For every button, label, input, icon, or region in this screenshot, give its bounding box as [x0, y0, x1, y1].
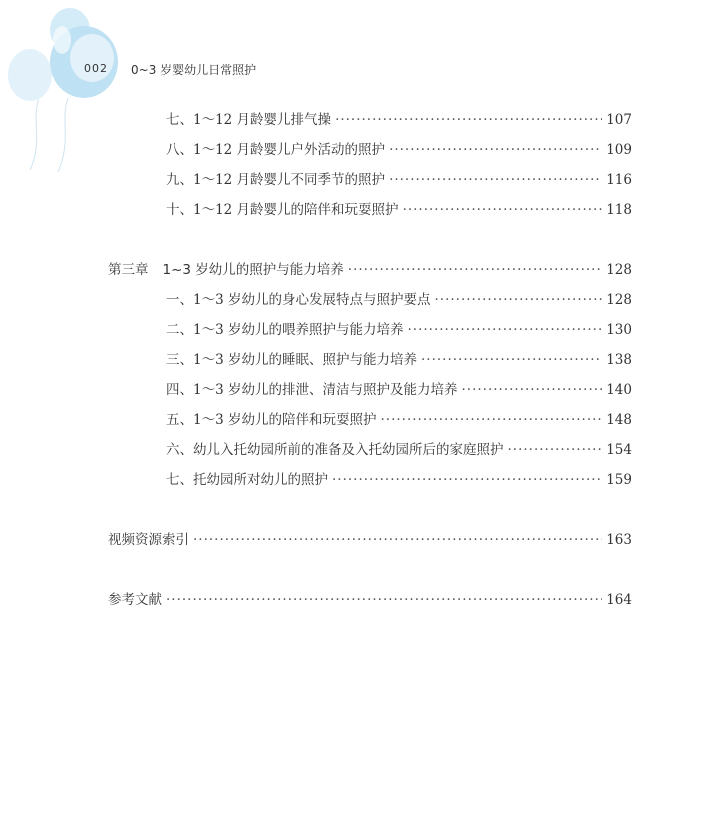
toc-chapter-3[interactable] — [108, 261, 632, 279]
dot-leader — [332, 471, 602, 489]
running-title: 0~3 岁婴幼儿日常照护 — [131, 63, 257, 77]
toc-video-index[interactable] — [108, 531, 632, 549]
toc-entry-page: 128 — [606, 262, 632, 278]
dot-leader — [389, 171, 602, 189]
toc-entry-page: 154 — [606, 442, 632, 458]
toc-entry-label: 参考文献 — [108, 592, 162, 608]
toc-entry[interactable] — [166, 111, 632, 129]
dot-leader — [461, 381, 602, 399]
toc-entry[interactable] — [166, 141, 632, 159]
toc-entry-page: 107 — [606, 112, 632, 128]
chapter-number: 第三章 — [108, 262, 149, 278]
toc-entry-label: 十、1～12 月龄婴儿的陪伴和玩耍照护 — [166, 202, 399, 218]
toc-entry-label: 五、1～3 岁幼儿的陪伴和玩耍照护 — [166, 412, 377, 428]
toc-entry-label: 七、1～12 月龄婴儿排气操 — [166, 112, 332, 128]
toc-entry-page: 148 — [606, 412, 632, 428]
toc-entry[interactable] — [166, 471, 632, 489]
toc-entry-label: 八、1～12 月龄婴儿户外活动的照护 — [166, 142, 386, 158]
toc-entry-page: 159 — [606, 472, 632, 488]
toc-entry[interactable] — [166, 321, 632, 339]
dot-leader — [403, 201, 603, 219]
toc-entry-label: 七、托幼园所对幼儿的照护 — [166, 472, 328, 488]
dot-leader — [348, 261, 602, 279]
toc-entry-page: 118 — [606, 202, 632, 218]
dot-leader — [380, 411, 602, 429]
toc-entry[interactable] — [166, 291, 632, 309]
toc-entry-label: 六、幼儿入托幼园所前的准备及入托幼园所后的家庭照护 — [166, 442, 504, 458]
toc-entry-page: 128 — [606, 292, 632, 308]
toc-entry-label: 二、1～3 岁幼儿的喂养照护与能力培养 — [166, 322, 404, 338]
toc-entry-page: 164 — [606, 592, 632, 608]
balloon-decoration — [0, 0, 130, 175]
toc-entry[interactable] — [166, 381, 632, 399]
toc-entry-page: 140 — [606, 382, 632, 398]
toc-entry-label: 一、1～3 岁幼儿的身心发展特点与照护要点 — [166, 292, 431, 308]
toc-entry-page: 116 — [606, 172, 632, 188]
toc-entry-page: 109 — [606, 142, 632, 158]
dot-leader — [389, 141, 602, 159]
toc-entry-label: 三、1～3 岁幼儿的睡眠、照护与能力培养 — [166, 352, 417, 368]
toc-entry[interactable] — [166, 411, 632, 429]
dot-leader — [508, 441, 603, 459]
toc-entry[interactable] — [166, 171, 632, 189]
dot-leader — [407, 321, 602, 339]
dot-leader — [193, 531, 602, 549]
toc-entry[interactable] — [166, 201, 632, 219]
page-number: 002 — [84, 62, 108, 75]
toc-entry[interactable] — [166, 441, 632, 459]
toc-entry-page: 163 — [606, 532, 632, 548]
chapter-title: 1~3 岁幼儿的照护与能力培养 — [162, 262, 344, 278]
toc-entry[interactable] — [166, 351, 632, 369]
dot-leader — [434, 291, 602, 309]
toc-entry-page: 138 — [606, 352, 632, 368]
toc-entry-label: 视频资源索引 — [108, 532, 189, 548]
toc-entry-page: 130 — [606, 322, 632, 338]
dot-leader — [335, 111, 602, 129]
toc-references[interactable] — [108, 591, 632, 609]
dot-leader — [421, 351, 602, 369]
toc-entry-label: 九、1～12 月龄婴儿不同季节的照护 — [166, 172, 386, 188]
dot-leader — [166, 591, 602, 609]
toc-entry-label: 四、1～3 岁幼儿的排泄、清洁与照护及能力培养 — [166, 382, 458, 398]
